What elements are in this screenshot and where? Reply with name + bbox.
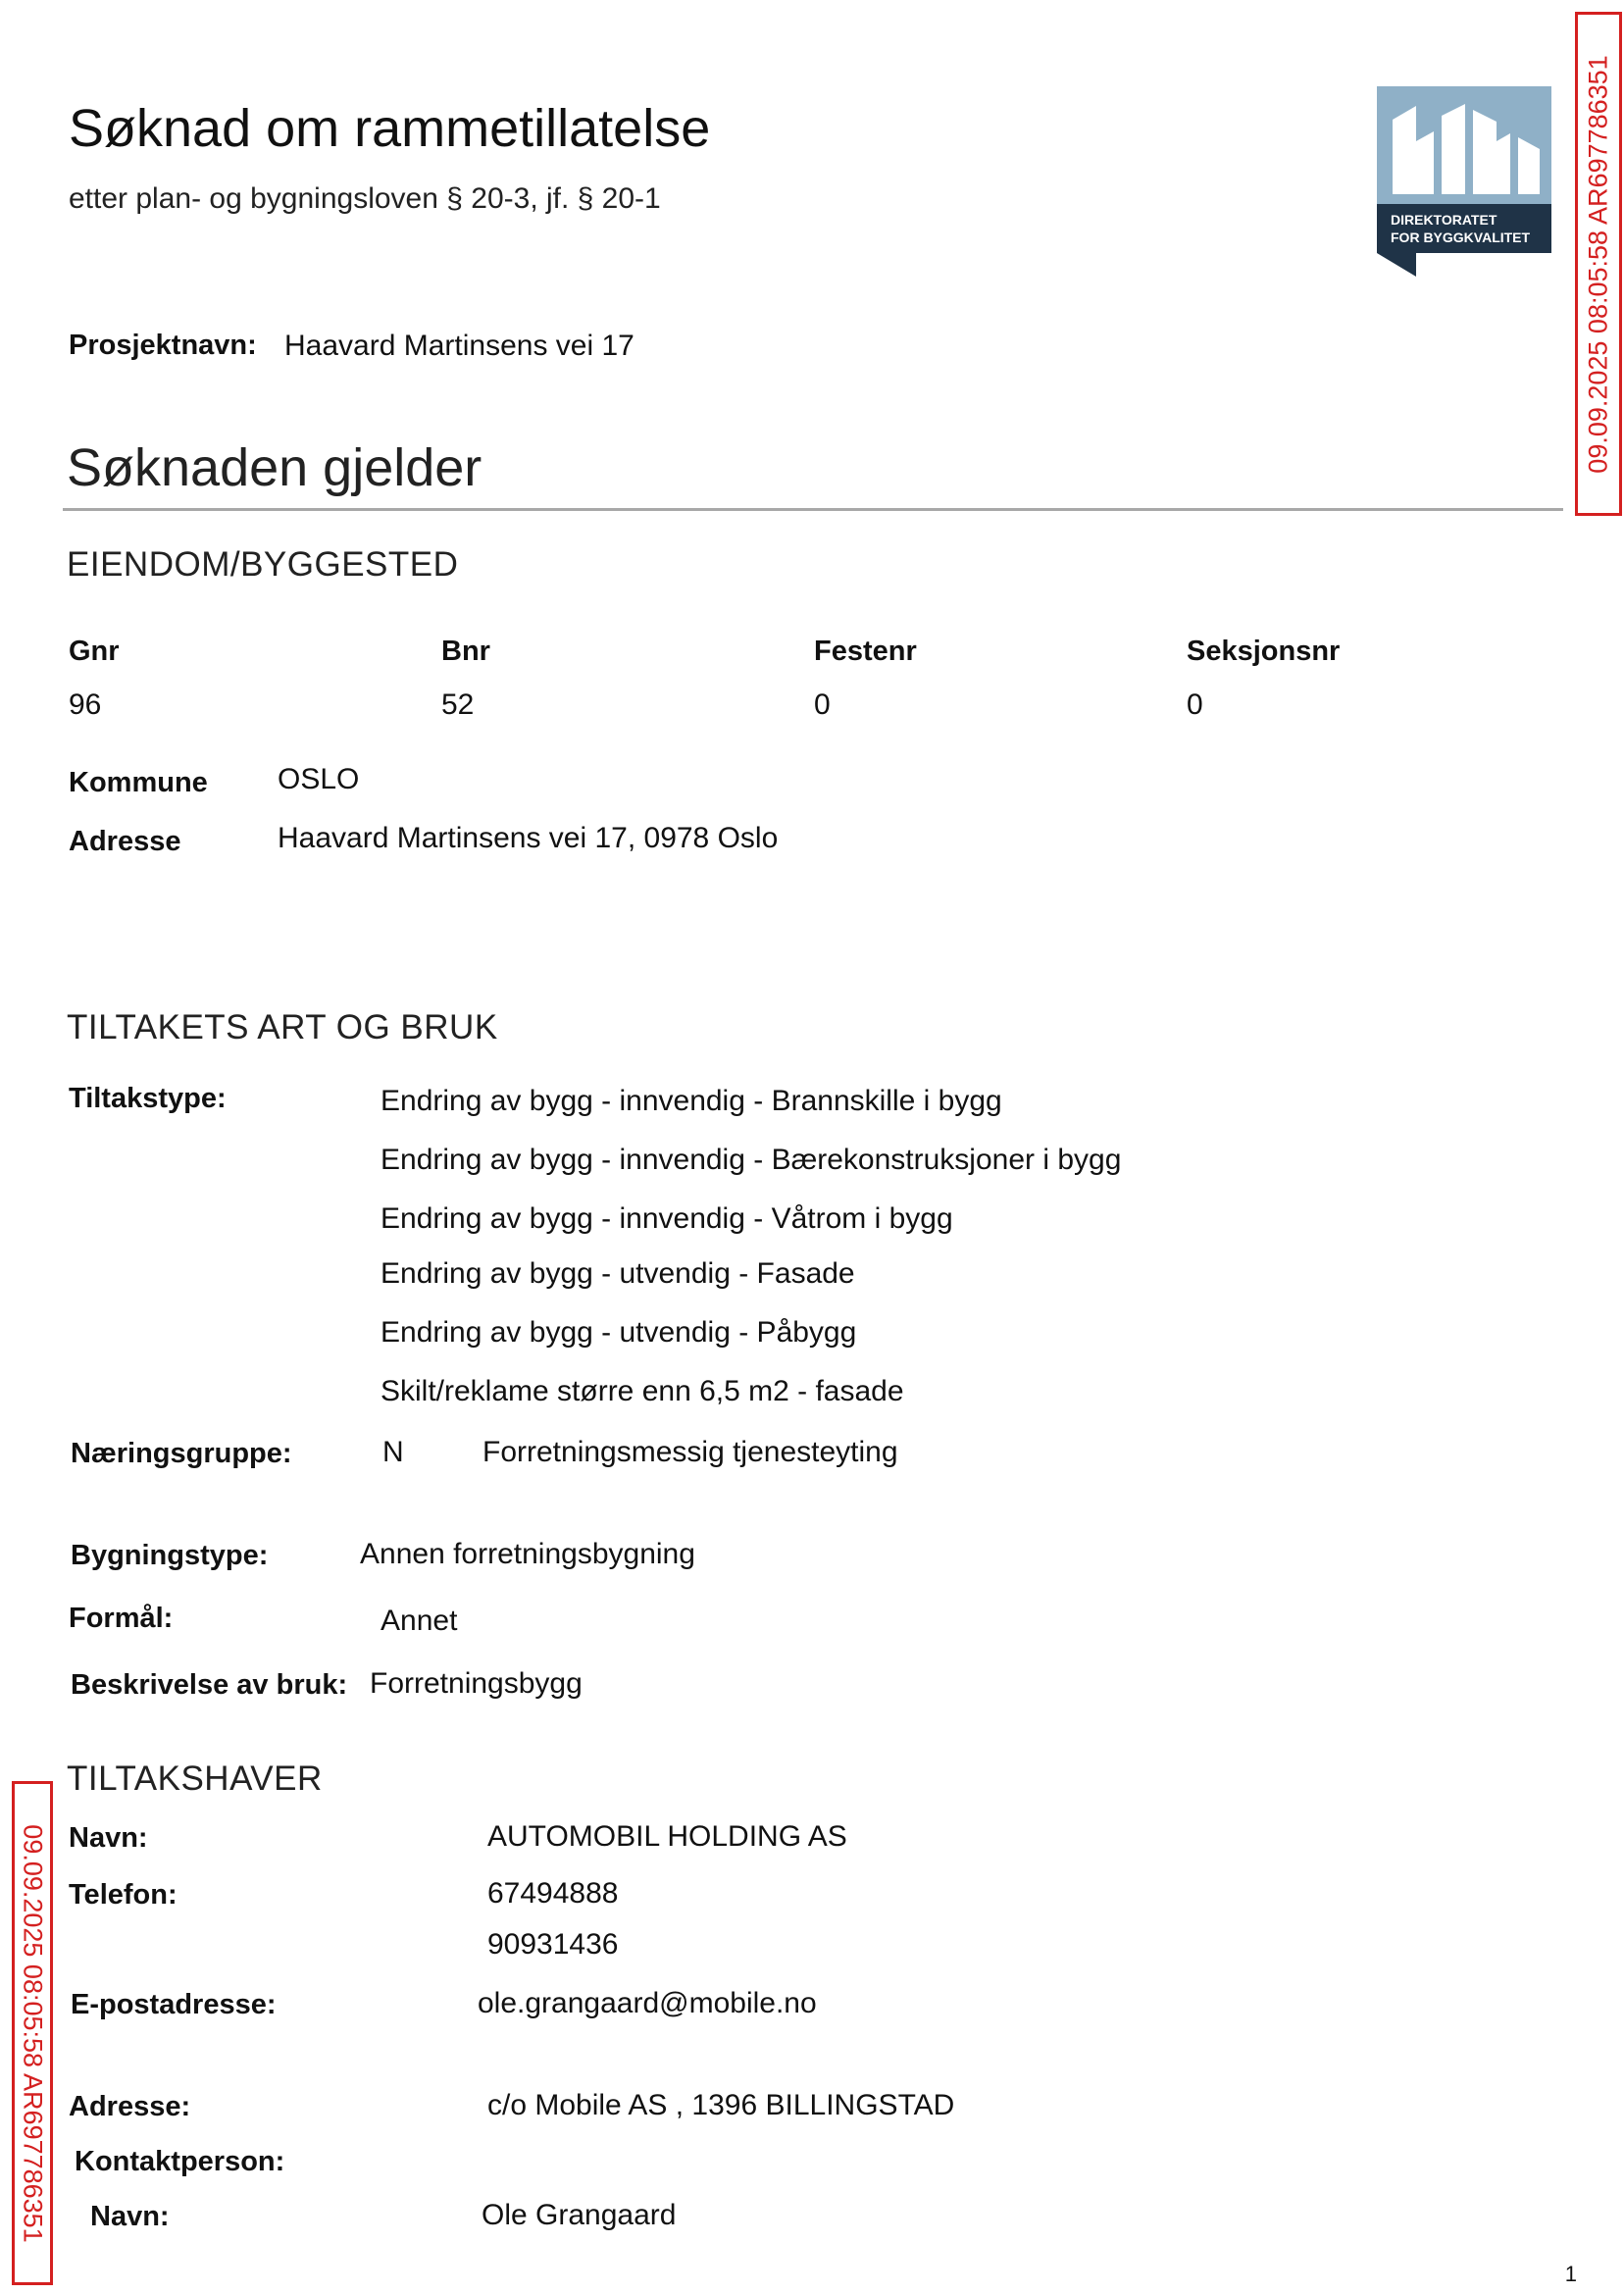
contact-name-value: Ole Grangaard bbox=[482, 2199, 677, 2231]
logo-line2: FOR BYGGKVALITET bbox=[1391, 229, 1531, 245]
page-title: Søknad om rammetillatelse bbox=[69, 99, 711, 158]
applicant-heading: TILTAKSHAVER bbox=[67, 1759, 323, 1798]
section-divider bbox=[63, 508, 1563, 511]
bnr-value: 52 bbox=[441, 688, 475, 721]
received-stamp-left bbox=[12, 1781, 53, 2285]
page-subtitle: etter plan- og bygningsloven § 20-3, jf. § 20-1 bbox=[69, 182, 661, 215]
property-heading: EIENDOM/BYGGESTED bbox=[67, 545, 459, 584]
seksjonsnr-label: Seksjonsnr bbox=[1187, 636, 1341, 667]
project-label: Prosjektnavn: bbox=[69, 330, 257, 361]
seksjonsnr-value: 0 bbox=[1187, 688, 1203, 721]
purpose-value: Annet bbox=[381, 1605, 458, 1637]
measure-type-item: Endring av bygg - utvendig - Påbygg bbox=[381, 1316, 857, 1349]
measure-type-item: Endring av bygg - innvendig - Brannskille i bygg bbox=[381, 1085, 1002, 1117]
section-heading-main: Søknaden gjelder bbox=[67, 438, 482, 497]
industry-text: Forretningsmessig tjenesteyting bbox=[482, 1436, 898, 1468]
received-stamp-top-text: 09.09.2025 08:05:58 AR697786351 bbox=[1583, 54, 1613, 474]
applicant-address-label: Adresse: bbox=[69, 2091, 191, 2122]
dibk-logo bbox=[1377, 86, 1551, 277]
gnr-label: Gnr bbox=[69, 636, 120, 667]
industry-label: Næringsgruppe: bbox=[71, 1438, 292, 1469]
applicant-phone-2: 90931436 bbox=[487, 1928, 619, 1961]
measure-type-label: Tiltakstype: bbox=[69, 1083, 227, 1114]
applicant-phone-1: 67494888 bbox=[487, 1877, 619, 1910]
festenr-value: 0 bbox=[814, 688, 831, 721]
applicant-name-label: Navn: bbox=[69, 1822, 148, 1854]
purpose-label: Formål: bbox=[69, 1603, 174, 1634]
page-number: 1 bbox=[1564, 2262, 1577, 2286]
measure-type-item: Endring av bygg - utvendig - Fasade bbox=[381, 1257, 855, 1290]
applicant-email-label: E-postadresse: bbox=[71, 1989, 277, 2020]
building-type-value: Annen forretningsbygning bbox=[360, 1538, 695, 1570]
property-address-label: Adresse bbox=[69, 826, 181, 857]
measure-type-item: Skilt/reklame større enn 6,5 m2 - fasade bbox=[381, 1375, 904, 1407]
use-label: Beskrivelse av bruk: bbox=[71, 1669, 348, 1701]
applicant-name-value: AUTOMOBIL HOLDING AS bbox=[487, 1820, 847, 1853]
measure-heading: TILTAKETS ART OG BRUK bbox=[67, 1008, 498, 1046]
bnr-label: Bnr bbox=[441, 636, 490, 667]
municipality-label: Kommune bbox=[69, 767, 208, 798]
logo-line1: DIREKTORATET bbox=[1391, 212, 1497, 228]
gnr-value: 96 bbox=[69, 688, 102, 721]
contact-name-label: Navn: bbox=[90, 2201, 170, 2232]
applicant-email-value: ole.grangaard@mobile.no bbox=[478, 1987, 817, 2019]
contact-person-label: Kontaktperson: bbox=[75, 2146, 285, 2177]
measure-type-item: Endring av bygg - innvendig - Bærekonstruksjoner i bygg bbox=[381, 1144, 1122, 1176]
municipality-value: OSLO bbox=[278, 763, 360, 795]
applicant-phone-label: Telefon: bbox=[69, 1879, 178, 1911]
building-logo-icon bbox=[1377, 86, 1551, 277]
building-type-label: Bygningstype: bbox=[71, 1540, 269, 1571]
festenr-label: Festenr bbox=[814, 636, 917, 667]
industry-code: N bbox=[382, 1436, 404, 1468]
measure-type-item: Endring av bygg - innvendig - Våtrom i bygg bbox=[381, 1202, 953, 1235]
applicant-address-value: c/o Mobile AS , 1396 BILLINGSTAD bbox=[487, 2089, 955, 2121]
property-address-value: Haavard Martinsens vei 17, 0978 Oslo bbox=[278, 822, 779, 854]
received-stamp-top bbox=[1575, 12, 1622, 516]
project-value: Haavard Martinsens vei 17 bbox=[284, 330, 634, 362]
received-stamp-left-text: 09.09.2025 08:05:58 AR697786351 bbox=[18, 1823, 48, 2243]
use-value: Forretningsbygg bbox=[370, 1667, 583, 1700]
